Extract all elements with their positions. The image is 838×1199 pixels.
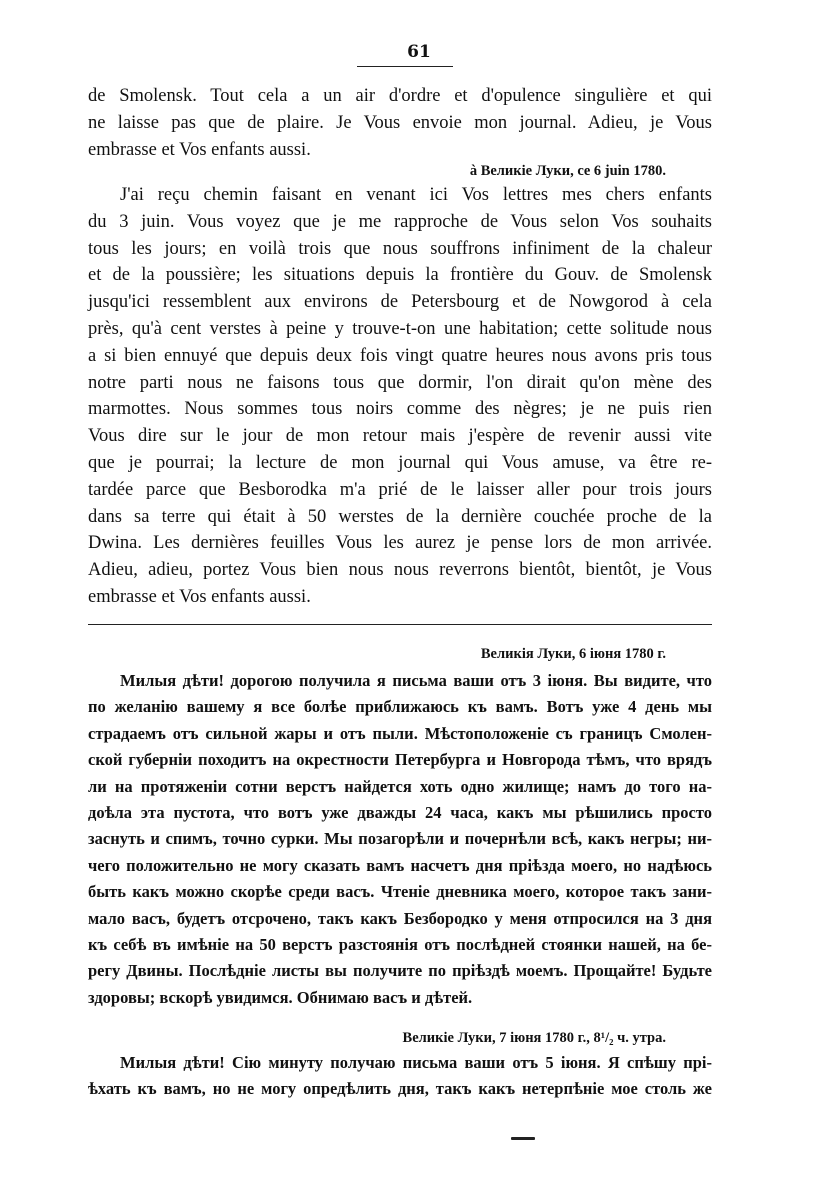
text-line: tardée parce que Besborodka m'a prié de le laisser aller pour trois jours bbox=[88, 479, 712, 500]
text-line: J'ai reçu chemin faisant en venant ici Vos lettres mes chers enfants bbox=[120, 185, 712, 205]
text-line: et de la poussière; les situations depuis la frontière du Gouv. de Smolensk bbox=[88, 265, 712, 286]
russian-letter-2-paragraph bbox=[88, 1050, 712, 1103]
text-line: здоровы; вскорѣ увидимся. Обнимаю васъ и дѣтей. bbox=[88, 987, 473, 1007]
text-line: jusqu'ici ressemblent aux environs de Petersbourg et de Nowgorod à cela bbox=[88, 292, 712, 313]
header-rule bbox=[357, 66, 453, 67]
text-line: регу Двины. Послѣдніе листы вы получите по пріѣздѣ моемъ. Прощайте! Будьте bbox=[88, 961, 712, 981]
text-line: страдаемъ отъ сильной жары и отъ пыли. Мѣстоположеніе съ границъ Смолен- bbox=[88, 723, 712, 743]
text-line: Милыя дѣти! дорогою получила я письма ваши отъ 3 іюня. Вы видите, что bbox=[120, 671, 712, 690]
text-line: заснуть и спимъ, точно сурки. Мы позагорѣли и почернѣли всѣ, какъ негры; ни- bbox=[88, 829, 712, 849]
text-line: du 3 juin. Vous voyez que je me rapproche de Vous selon Vos souhaits bbox=[88, 211, 712, 232]
text-line: tous les jours; en voilà trois que nous souffrons infiniment de la chaleur bbox=[88, 238, 712, 259]
text-line: къ себѣ въ имѣніе на 50 верстъ разстоянія отъ послѣдней стоянки нашей, на бе- bbox=[88, 935, 712, 955]
french-opening-paragraph bbox=[88, 83, 712, 163]
text-line: Adieu, adieu, portez Vous bien nous nous reverrons bientôt, bientôt, je Vous bbox=[88, 560, 712, 581]
text-line: Милыя дѣти! Сію минуту получаю письма ваши отъ 5 іюня. Я спѣшу прі- bbox=[120, 1053, 712, 1072]
signature-mark bbox=[511, 1137, 535, 1140]
text-line: Vous dire sur le jour de mon retour mais j'espère de revenir aussi vite bbox=[88, 426, 712, 447]
text-line: ѣхать къ вамъ, но не могу опредѣлить дня, такъ какъ нетерпѣніе мое столь же bbox=[88, 1079, 712, 1099]
text-line: доѣла эта пустота, что вотъ уже дважды 24 часа, какъ мы рѣшились просто bbox=[88, 803, 712, 823]
text-line: a si bien ennuyé que depuis deux fois vingt quatre heures nous avons pris tous bbox=[88, 345, 712, 366]
text-line: dans sa terre qui était à 50 werstes de la dernière couchée proche de la bbox=[88, 506, 712, 527]
text-line: по желанію вашему я все болѣе приближаюсь къ вамъ. Вотъ уже 4 день мы bbox=[88, 697, 712, 717]
text-line: мало васъ, будетъ отсрочено, такъ какъ Безбородко у меня отпросился на 3 дня bbox=[88, 908, 712, 928]
section-divider bbox=[88, 624, 712, 625]
text-line: ne laisse pas que de plaire. Je Vous envoie mon journal. Adieu, je Vous bbox=[88, 112, 712, 133]
text-line: Dwina. Les dernières feuilles Vous les aurez je pense lors de mon arrivée. bbox=[88, 533, 712, 554]
text-line: быть какъ можно скорѣе среди васъ. Чтеніе дневника моего, которое такъ зани- bbox=[88, 882, 712, 902]
text-line: près, qu'à cent verstes à peine y trouve-t-on une habitation; cette solitude nous bbox=[88, 318, 712, 339]
text-line: embrasse et Vos enfants aussi. bbox=[88, 139, 311, 160]
text-line: marmottes. Nous sommes tous noirs comme des nègres; je ne puis rien bbox=[88, 399, 712, 420]
russian-letter-1-paragraph bbox=[88, 668, 712, 1011]
text-line: embrasse et Vos enfants aussi. bbox=[88, 586, 311, 607]
french-dateline: à Великіе Луки, ce 6 juin 1780. bbox=[469, 163, 666, 179]
text-line: notre parti nous ne faisons tous que dormir, l'on dirait qu'on mène des bbox=[88, 372, 712, 393]
text-line: чего положительно не могу сказать вамъ насчетъ дня пріѣзда моего, но надѣюсь bbox=[88, 855, 712, 875]
french-letter-paragraph bbox=[88, 182, 712, 611]
text-line: ли на протяженіи сотни верстъ найдется хоть одно жилище; намъ до того на- bbox=[88, 776, 712, 796]
text-line: de Smolensk. Tout cela a un air d'ordre et d'opulence singulière et qui bbox=[88, 86, 712, 106]
page-number: 61 bbox=[407, 42, 431, 62]
russian-dateline-1: Великія Луки, 6 іюня 1780 г. bbox=[480, 646, 666, 662]
russian-dateline-2: Великіе Луки, 7 іюня 1780 г., 8¹/₂ ч. утра. bbox=[402, 1030, 666, 1046]
text-line: que je pourrai; la lecture de mon journal qui Vous amuse, va être re- bbox=[88, 452, 712, 473]
text-line: ской губерніи походитъ на окрестности Петербурга и Новгорода тѣмъ, что врядъ bbox=[88, 750, 712, 770]
